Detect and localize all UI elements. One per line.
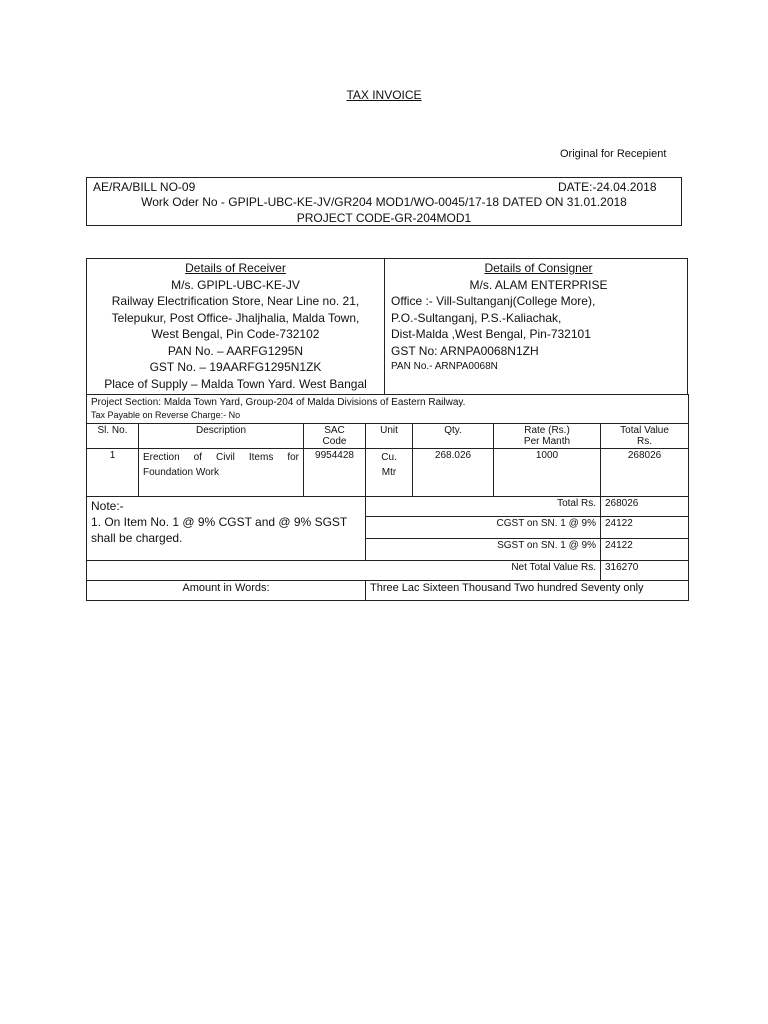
- col-sac: SAC Code: [304, 424, 366, 449]
- note-cell: [87, 497, 366, 561]
- receiver-heading: Details of Receiver: [185, 261, 286, 275]
- consigner-pan: PAN No.- ARNPA0068N: [391, 361, 498, 372]
- amount-words: Three Lac Sixteen Thousand Two hundred Seventy only: [366, 581, 689, 601]
- parties-divider: [384, 259, 385, 394]
- cgst-value: 24122: [601, 517, 689, 539]
- item-qty: 268.026: [413, 449, 494, 497]
- bill-number: AE/RA/BILL NO-09: [93, 180, 196, 194]
- consigner-address-3: Dist-Malda ,West Bengal, Pin-732101: [391, 327, 591, 341]
- net-total-value: 316270: [601, 561, 689, 581]
- item-sac: 9954428: [304, 449, 366, 497]
- total-label: Total Rs.: [366, 497, 601, 517]
- tax-reverse-charge: Tax Payable on Reverse Charge:- No: [91, 410, 241, 420]
- total-row: [87, 497, 689, 517]
- bill-date: DATE:-24.04.2018: [558, 180, 657, 194]
- amount-words-label: Amount in Words:: [87, 581, 366, 601]
- item-sl: 1: [87, 449, 139, 497]
- note-label: Note:-: [91, 499, 124, 513]
- consigner-gst: GST No: ARNPA0068N1ZH: [391, 343, 539, 358]
- consigner-details: [391, 260, 686, 376]
- note-text: 1. On Item No. 1 @ 9% CGST and @ 9% SGST shall be charged.: [91, 515, 348, 545]
- sgst-label: SGST on SN. 1 @ 9%: [366, 539, 601, 561]
- col-rate: Rate (Rs.) Per Manth: [494, 424, 601, 449]
- net-total-label: Net Total Value Rs.: [87, 561, 601, 581]
- col-total: Total Value Rs.: [601, 424, 689, 449]
- amount-words-row: [87, 581, 689, 601]
- project-code: PROJECT CODE-GR-204MOD1: [296, 211, 472, 225]
- item-total: 268026: [601, 449, 689, 497]
- receiver-address-2: Telepukur, Post Office- Jhaljhalia, Malda Town,: [111, 310, 360, 325]
- item-unit: Cu. Mtr: [366, 449, 413, 497]
- net-total-row: [87, 561, 689, 581]
- total-value: 268026: [601, 497, 689, 517]
- col-sl: Sl. No.: [87, 424, 139, 449]
- place-of-supply: Place of Supply – Malda Town Yard. West Bangal: [104, 376, 367, 391]
- receiver-gst: GST No. – 19AARFG1295N1ZK: [149, 360, 322, 374]
- col-description: Description: [139, 424, 304, 449]
- receiver-details: [87, 260, 384, 392]
- item-rate: 1000: [494, 449, 601, 497]
- parties-box: [86, 258, 688, 395]
- col-qty: Qty.: [413, 424, 494, 449]
- consigner-name: M/s. ALAM ENTERPRISE: [469, 277, 608, 292]
- table-row: [87, 449, 689, 497]
- project-section: Project Section: Malda Town Yard, Group-204 of Malda Divisions of Eastern Railway.: [91, 397, 466, 408]
- cgst-label: CGST on SN. 1 @ 9%: [366, 517, 601, 539]
- consigner-address-2: P.O.-Sultanganj, P.S.-Kaliachak,: [391, 310, 562, 325]
- item-description: Erection of Civil Items for Foundation Work: [139, 449, 304, 497]
- copy-label: Original for Recepient: [560, 148, 667, 160]
- col-unit: Unit: [366, 424, 413, 449]
- receiver-address-3: West Bengal, Pin Code-732102: [151, 327, 320, 341]
- work-order: Work Oder No - GPIPL-UBC-KE-JV/GR204 MOD1/WO-0045/17-18 DATED ON 31.01.2018: [141, 195, 627, 209]
- project-row: [87, 395, 689, 424]
- consigner-address-1: Office :- Vill-Sultanganj(College More),: [391, 294, 596, 308]
- invoice-title: TAX INVOICE: [346, 88, 422, 102]
- receiver-address-1: Railway Electrification Store, Near Line no. 21,: [111, 294, 360, 308]
- consigner-heading: Details of Consigner: [484, 261, 593, 275]
- sgst-value: 24122: [601, 539, 689, 561]
- receiver-name: M/s. GPIPL-UBC-KE-JV: [171, 277, 300, 292]
- bill-header-box: [86, 177, 682, 226]
- table-header-row: [87, 424, 689, 449]
- receiver-pan: PAN No. – AARFG1295N: [167, 343, 304, 358]
- invoice-table: [86, 394, 689, 601]
